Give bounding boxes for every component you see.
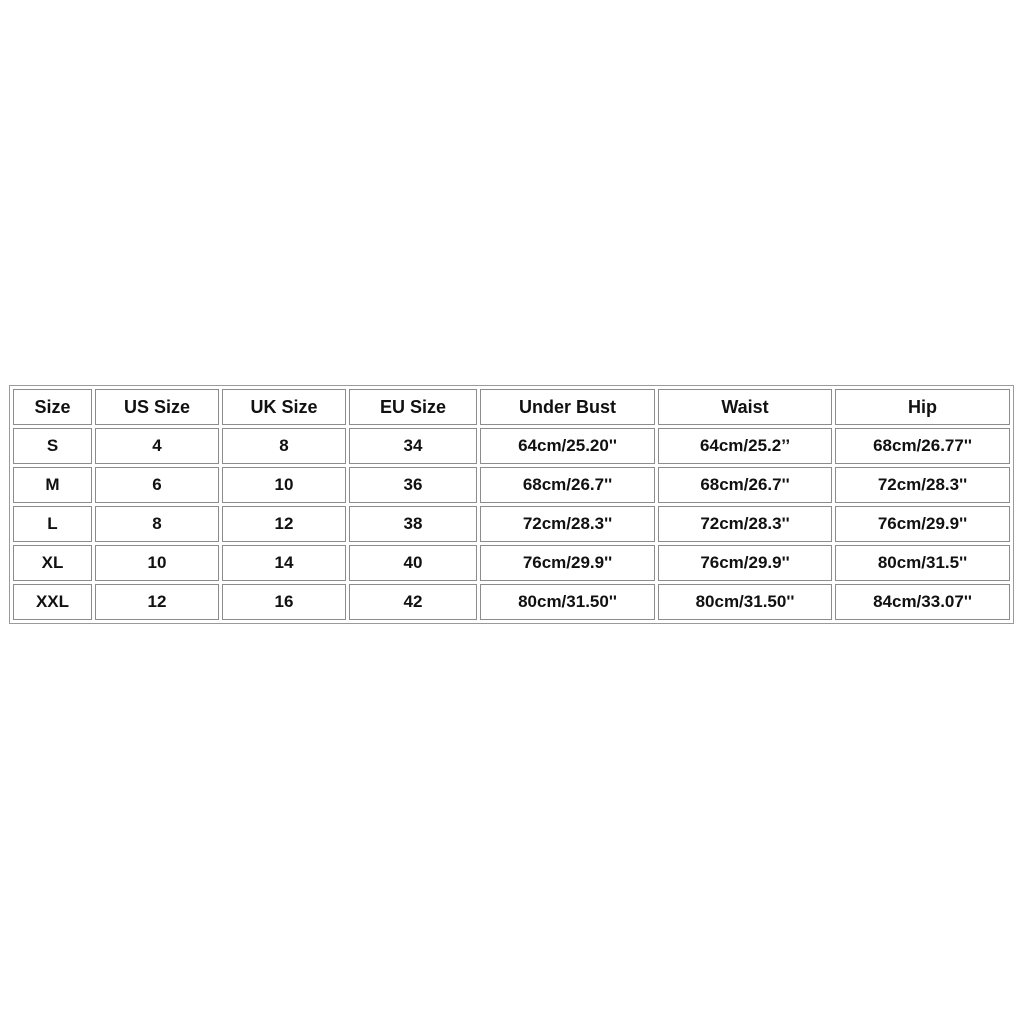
cell-under-bust: 64cm/25.20'' <box>480 428 655 464</box>
cell-eu-size: 42 <box>349 584 477 620</box>
cell-us-size: 12 <box>95 584 219 620</box>
cell-hip: 76cm/29.9'' <box>835 506 1010 542</box>
cell-size: XXL <box>13 584 92 620</box>
cell-under-bust: 80cm/31.50'' <box>480 584 655 620</box>
cell-uk-size: 12 <box>222 506 346 542</box>
cell-under-bust: 72cm/28.3'' <box>480 506 655 542</box>
cell-us-size: 6 <box>95 467 219 503</box>
header-under-bust: Under Bust <box>480 389 655 425</box>
cell-us-size: 10 <box>95 545 219 581</box>
cell-size: XL <box>13 545 92 581</box>
cell-eu-size: 40 <box>349 545 477 581</box>
cell-hip: 84cm/33.07'' <box>835 584 1010 620</box>
cell-eu-size: 34 <box>349 428 477 464</box>
cell-uk-size: 10 <box>222 467 346 503</box>
header-waist: Waist <box>658 389 832 425</box>
table-row <box>13 584 1010 620</box>
table-row <box>13 428 1010 464</box>
cell-us-size: 8 <box>95 506 219 542</box>
cell-waist: 76cm/29.9'' <box>658 545 832 581</box>
cell-hip: 80cm/31.5'' <box>835 545 1010 581</box>
cell-uk-size: 14 <box>222 545 346 581</box>
cell-uk-size: 16 <box>222 584 346 620</box>
cell-waist: 68cm/26.7'' <box>658 467 832 503</box>
cell-hip: 72cm/28.3'' <box>835 467 1010 503</box>
header-eu-size: EU Size <box>349 389 477 425</box>
header-row <box>13 389 1010 425</box>
cell-size: M <box>13 467 92 503</box>
cell-size: L <box>13 506 92 542</box>
cell-waist: 80cm/31.50'' <box>658 584 832 620</box>
cell-us-size: 4 <box>95 428 219 464</box>
cell-eu-size: 38 <box>349 506 477 542</box>
cell-size: S <box>13 428 92 464</box>
header-uk-size: UK Size <box>222 389 346 425</box>
cell-waist: 72cm/28.3'' <box>658 506 832 542</box>
cell-waist: 64cm/25.2’’ <box>658 428 832 464</box>
cell-under-bust: 76cm/29.9'' <box>480 545 655 581</box>
cell-uk-size: 8 <box>222 428 346 464</box>
cell-hip: 68cm/26.77'' <box>835 428 1010 464</box>
table-row <box>13 545 1010 581</box>
header-us-size: US Size <box>95 389 219 425</box>
table-row <box>13 506 1010 542</box>
table-row <box>13 467 1010 503</box>
header-size: Size <box>13 389 92 425</box>
header-hip: Hip <box>835 389 1010 425</box>
cell-eu-size: 36 <box>349 467 477 503</box>
size-chart-table <box>9 385 1014 624</box>
cell-under-bust: 68cm/26.7'' <box>480 467 655 503</box>
